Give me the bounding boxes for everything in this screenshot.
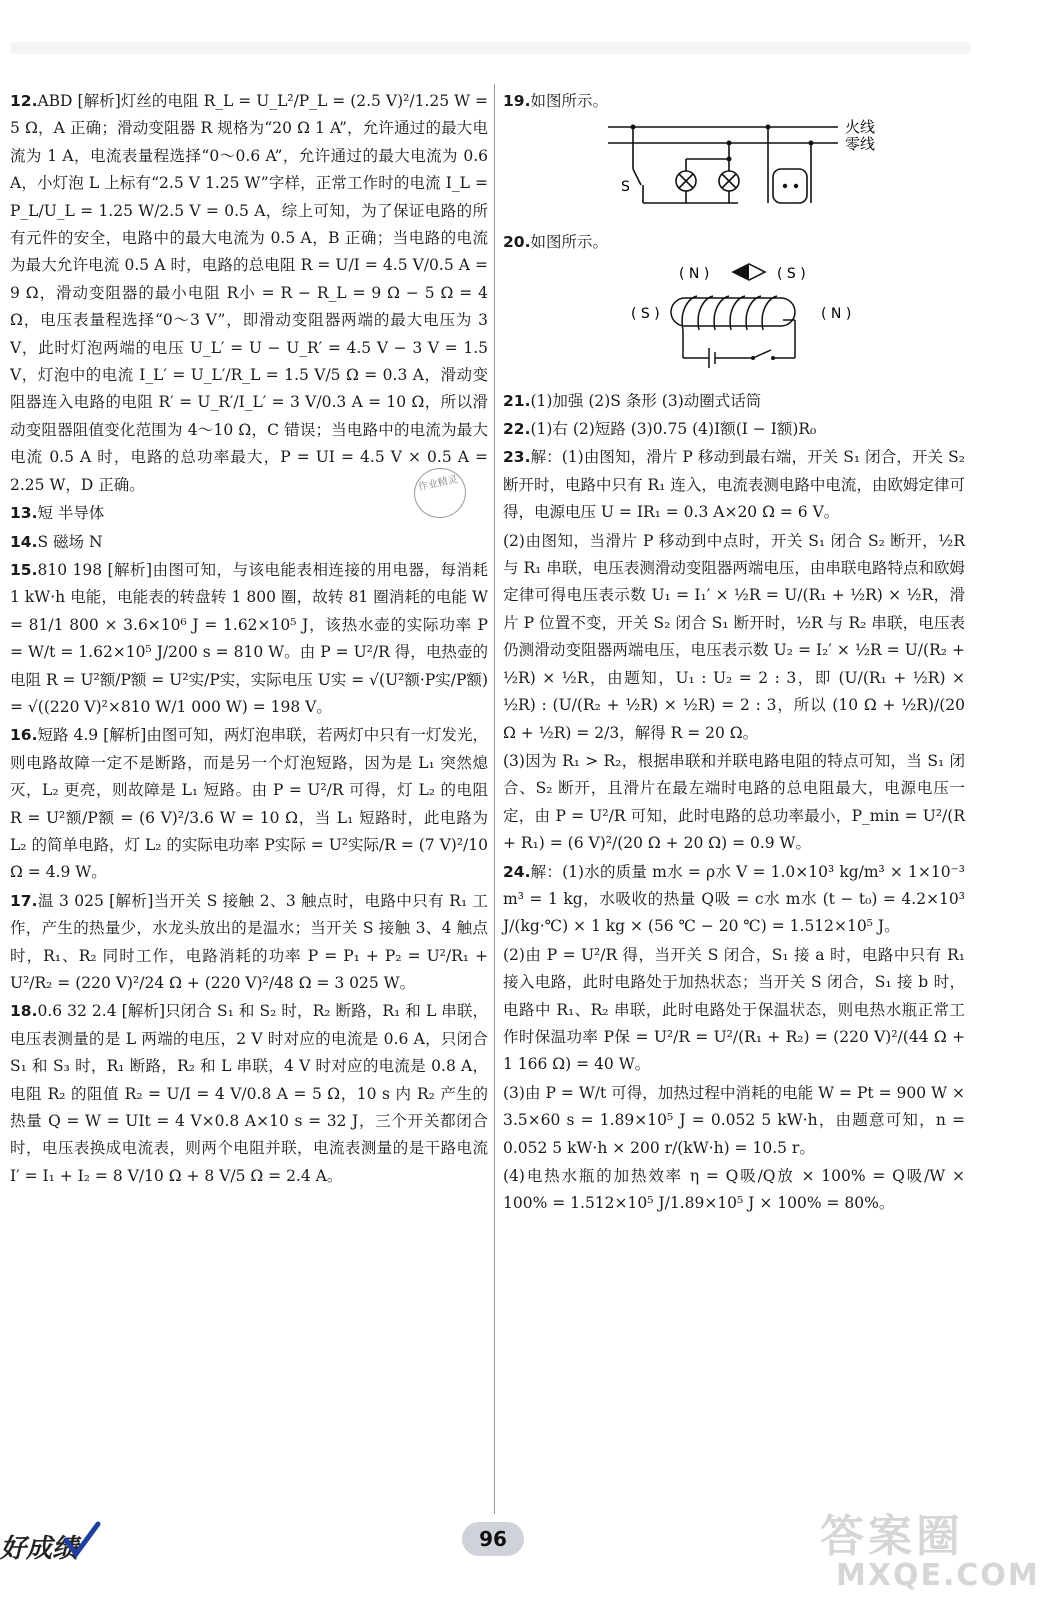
answer-19: 19.如图所示。 (503, 92, 608, 110)
answer-12: 12.ABD [解析]灯丝的电阻 R_L = U_L²/P_L = (2.5 V)²/1.25 W = 5 Ω，A 正确；滑动变阻器 R 规格为“20 Ω 1 A”，允许通过的最大电流为 1 A，电流表量程选择“0～0.6 A”，允许通过的最大电流为 0.6 A，小灯泡 L 上标有“2.5 V 1.25 W”字样，正常工作时的电流 I_L = P_L/U_L = 1.25 W/2.5 V = 0.5 A，综上可知，为了保证电路的所有元件的安全，电路中的最大电流为 0.5 A，B 正确；当电路的电流为最大允许电流 0.5 A 时，电路的总电阻 R = U/I = 4.5 V/0.5 A = 9 Ω，滑动变阻器的最小电阻 R小 = R − R_L = 9 Ω − 5 Ω = 4 Ω，电压表量程选择“0～3 V”，即滑动变阻器两端的最大电压为 3 V，此时灯泡两端的电压 U_L′ = U − U_R′ = 4.5 V − 3 V = 1.5 V，灯泡中的电流 I_L′ = U_L′/R_L = 1.5 V/5 Ω = 0.3 A，滑动变阻器连入电路的电阻 R′ = U_R′/I_L′ = 3 V/0.3 A = 10 Ω，所以滑动变阻器阻值变化范围为 4～10 Ω，C 错误；当电路中的电流为最大电流 0.5 A 时，电路的总功率最大，P = UI = 4.5 V × 0.5 A = 2.25 W，D 正确。 (10, 92, 488, 494)
left-column (10, 88, 488, 1191)
needle-n-label: ( N ) (679, 266, 710, 283)
answer-24-part3: (3)由 P = W/t 可得，加热过程中消耗的电能 W = Pt = 900 W × 3.5×60 s = 1.89×10⁵ J = 0.052 5 kW·h，由题意可知，n = 0.052 5 kW·h × 200 r/(kW·h) = 10.5 r。 (503, 1083, 965, 1157)
checkmark-icon (62, 1520, 102, 1560)
answer-23-part1: 23.解：(1)由图知，滑片 P 移动到最右端，开关 S₁ 闭合，开关 S₂ 断开时，电路中只有 R₁ 连入，电流表测电路中电流，由欧姆定律可得，电源电压 U = IR₁ = 0.3 A×20 Ω = 6 V。 (503, 448, 965, 522)
answer-24-part4: (4)电热水瓶的加热效率 η = Q吸/Q放 × 100% = Q吸/W × 100% = 1.512×10⁵ J/1.89×10⁵ J × 100% = 80%。 (503, 1167, 965, 1213)
watermark-logo: 答案圈 MXQE.COM (820, 1511, 1040, 1593)
column-divider (494, 84, 495, 1514)
answer-14: 14.S 磁场 N (10, 532, 103, 551)
answer-20: 20.如图所示。 (503, 232, 608, 251)
answer-18: 18.0.6 32 2.4 [解析]只闭合 S₁ 和 S₂ 时，R₂ 断路，R₁ 和 L 串联，电压表测量的是 L 两端的电压，2 V 时对应的电流是 0.6 A，只闭合 S₁ 和 S₃ 时，R₁ 断路，R₂ 和 L 串联，4 V 时对应的电流是 0.8 A，电阻 R₂ 的阻值 R₂ = U/I = 4 V/0.8 A = 5 Ω，10 s 内 R₂ 产生的热量 Q = W = UIt = 4 V×0.8 A×10 s = 32 J，三个开关都闭合时，电压表换成电流表，则两个电阻并联，电流表测量的是干路电流 I′ = I₁ + I₂ = 8 V/10 Ω + 8 V/5 Ω = 2.4 A。 (10, 1002, 488, 1185)
answer-22: 22.(1)右 (2)短路 (3)0.75 (4)I额(I − I额)R₀ (503, 420, 817, 439)
page-number: 96 (462, 1522, 524, 1556)
figure-19-circuit (503, 119, 965, 220)
right-column (503, 88, 965, 1219)
answer-24-part1: 24.解：(1)水的质量 m水 = ρ水 V = 1.0×10³ kg/m³ × 1×10⁻³ m³ = 1 kg，水吸收的热量 Q吸 = c水 m水 (t − t₀) = 4.2×10³ J/(kg·℃) × 1 kg × (56 ℃ − 20 ℃) = 1.512×10⁵ J。 (503, 862, 965, 936)
solenoid-diagram (503, 260, 963, 370)
homework-stamp: 作业精灵 (409, 463, 470, 523)
answer-23-part3: (3)因为 R₁ > R₂，根据串联和并联电路电阻的特点可知，当 S₁ 闭合、S₂ 断开，且滑片在最左端时电路的总电阻最大，电源电压一定，由 P = U²/R 可知，此时电路的总功率最小，P_min = U²/(R + R₁) = (6 V)²/(20 Ω + 20 Ω) = 0.9 W。 (503, 751, 965, 853)
coil-left-pole: ( S ) (631, 306, 660, 323)
figure-20-solenoid (503, 260, 965, 379)
neutral-wire-label: 零线 (845, 135, 876, 154)
live-wire-label: 火线 (845, 118, 876, 137)
answer-23-part2: (2)由图知，当滑片 P 移动到中点时，开关 S₁ 闭合 S₂ 断开，½R 与 R₁ 串联，电压表测滑动变阻器两端电压，由串联电路特点和欧姆定律可得电压表示数 U₁ = I₁′ × ½R = U/(R₁ + ½R) × ½R，滑片 P 位置不变，开关 S₂ 闭合 S₁ 断开时，½R 与 R₂ 串联，电压表仍测滑动变阻器两端电压，电压表示数 U₂ = I₂′ × ½R = U/(R₂ + ½R) × ½R，由题知，U₁ : U₂ = 2 : 3，即 (U/(R₁ + ½R) × ½R) : (U/(R₂ + ½R) × ½R) = 2 : 3，所以 (10 Ω + ½R)/(20 Ω + ½R) = 2/3，解得 R = 20 Ω。 (503, 531, 965, 742)
brand-name: 好成绩 (0, 1534, 79, 1564)
answer-16: 16.短路 4.9 [解析]由图可知，两灯泡串联，若两灯中只有一灯发光，则电路故障一定不是断路，而是另一个灯泡短路，因为是 L₁ 突然熄灭，L₂ 更亮，则故障是 L₁ 短路。由 P = U²/R 可得，灯 L₂ 的电阻 R = U²额/P额 = (6 V)²/3.6 W = 10 Ω，当 L₁ 短路时，此电路为 L₂ 的简单电路，灯 L₂ 的实际电功率 P实际 = U²实际/R = (7 V)²/10 Ω = 4.9 W。 (10, 726, 488, 882)
answer-24-part2: (2)由 P = U²/R 得，当开关 S 闭合，S₁ 接 a 时，电路中只有 R₁ 接入电路，此时电路处于加热状态；当开关 S 闭合，S₁ 接 b 时，电路中 R₁、R₂ 串联，此时电路处于保温状态，则电热水瓶正常工作时保温功率 P保 = U²/R = U²/(R₁ + R₂) = (220 V)²/(44 Ω + 1 166 Ω) = 40 W。 (503, 945, 965, 1074)
answer-17: 17.温 3 025 [解析]当开关 S 接触 2、3 触点时，电路中只有 R₁ 工作，产生的热量少，水龙头放出的是温水；当开关 S 接触 3、4 触点时，R₁、R₂ 同时工作，电路消耗的功率 P = P₁ + P₂ = U²/R₁ + U²/R₂ = (220 V)²/24 Ω + (220 V)²/48 Ω = 3 025 W。 (10, 891, 488, 992)
answer-21: 21.(1)加强 (2)S 条形 (3)动圈式话筒 (503, 391, 762, 410)
answer-13: 13.短 半导体 (10, 504, 105, 523)
coil-right-pole: ( N ) (821, 306, 852, 323)
top-shade (10, 42, 970, 54)
household-circuit-diagram (503, 119, 963, 211)
answer-15: 15.810 198 [解析]由图可知，与该电能表相连接的用电器，每消耗 1 kW·h 电能，电能表的转盘转 1 800 圈，故转 81 圈消耗的电能 W = 81/1 800 × 3.6×10⁶ J = 1.62×10⁵ J，该热水壶的实际功率 P = W/t = 1.62×10⁵ J/200 s = 810 W。由 P = U²/R 得，电热壶的电阻 R = U²额/P额 = U²实/P实，实际电压 U实 = √(U²额·P实/P额) = √((220 V)²×810 W/1 000 W) = 198 V。 (10, 560, 488, 716)
switch-label: S (621, 179, 630, 196)
needle-s-label: ( S ) (777, 266, 806, 283)
